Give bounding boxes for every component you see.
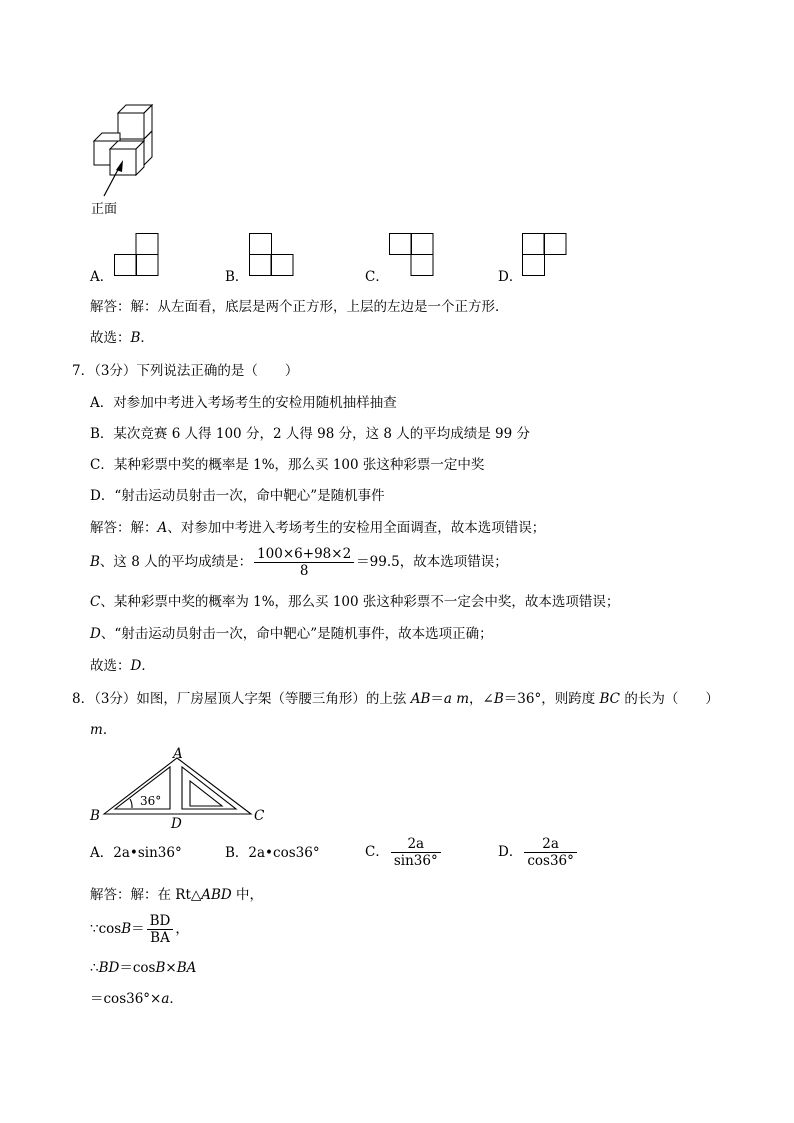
q7-fraction: $\frac{100\times 6+98\times 2}{8}$ [254, 546, 354, 579]
angle-label: 36° [140, 794, 162, 808]
q8-stem: 8．（3分）如图，厂房屋顶人字架（等腰三角形）的上弦 AB＝a m，∠B＝36°，则跨度 BC 的长为（ ） [72, 691, 719, 707]
q7-option-c: C．某种彩票中奖的概率是 1%，那么买 100 张这种彩票一定中奖 [90, 457, 485, 473]
q7-option-b: B．某次竞赛 6 人得 100 分，2 人得 98 分，这 8 人的平均成绩是 99 分 [90, 426, 531, 442]
q8-solution-1: 解答：解：在 Rt△ABD 中， [90, 887, 264, 903]
q6-option-b-letter: B． [225, 269, 249, 285]
label-b: B [90, 808, 100, 824]
q7-stem: 7．（3分）下列说法正确的是（ ） [72, 363, 299, 379]
q8-unit: m． [90, 722, 117, 738]
label-a: A [173, 746, 183, 762]
q7-option-a: A．对参加中考进入考场考生的安检用随机抽样抽查 [90, 395, 397, 411]
q6-option-c-letter: C． [365, 269, 389, 285]
q8-option-c: C． $\frac{2a}{\sin 36^\circ}$ [365, 836, 443, 869]
q7-answer: 故选：D． [90, 658, 155, 674]
q6-option-c-shape [389, 233, 437, 277]
q7-solution-a: 解答：解：A、对参加中考进入考场考生的安检用全面调查，故本选项错误； [90, 520, 546, 536]
q8-option-a: A．2a•sin36° [90, 845, 182, 861]
q7-solution-c: C、某种彩票中奖的概率为 1%，那么买 100 张这种彩票不一定会中奖，故本选项错误； [90, 594, 620, 610]
roof-truss-figure [88, 746, 278, 836]
q6-answer: 故选：B． [90, 330, 154, 346]
q6-option-a-shape [114, 233, 162, 277]
label-c: C [254, 808, 265, 824]
q6-option-d-letter: D． [498, 269, 523, 285]
q6-solution: 解答：解：从左面看，底层是两个正方形，上层的左边是一个正方形． [90, 299, 509, 315]
label-d: D [171, 816, 182, 832]
q7-option-d: D．“射击运动员射击一次，命中靶心”是随机事件 [90, 488, 385, 504]
q8-solution-2: ∵cosB＝ $\frac{BD}{BA}$ ， [90, 913, 189, 946]
q7-solution-d: D、“射击运动员射击一次，命中靶心”是随机事件，故本选项正确； [90, 626, 493, 642]
q6-option-b-shape [249, 233, 297, 277]
q8-option-b: B．2a•cos36° [225, 845, 320, 861]
q8-option-d: D． $\frac{2a}{\cos 36^\circ}$ [498, 836, 579, 869]
front-label: 正面 [91, 202, 118, 217]
q6-option-a-letter: A． [90, 269, 114, 285]
q8-solution-4: ＝cos36°×a． [90, 991, 183, 1007]
q6-option-d-shape [522, 233, 570, 277]
q7-solution-b: B、这 8 人的平均成绩是： $\frac{100\times 6+98\times 2}{8}$ ＝99.5，故本选项错误； [90, 546, 508, 579]
q8-solution-3: ∴BD＝cosB×BA [90, 960, 197, 976]
